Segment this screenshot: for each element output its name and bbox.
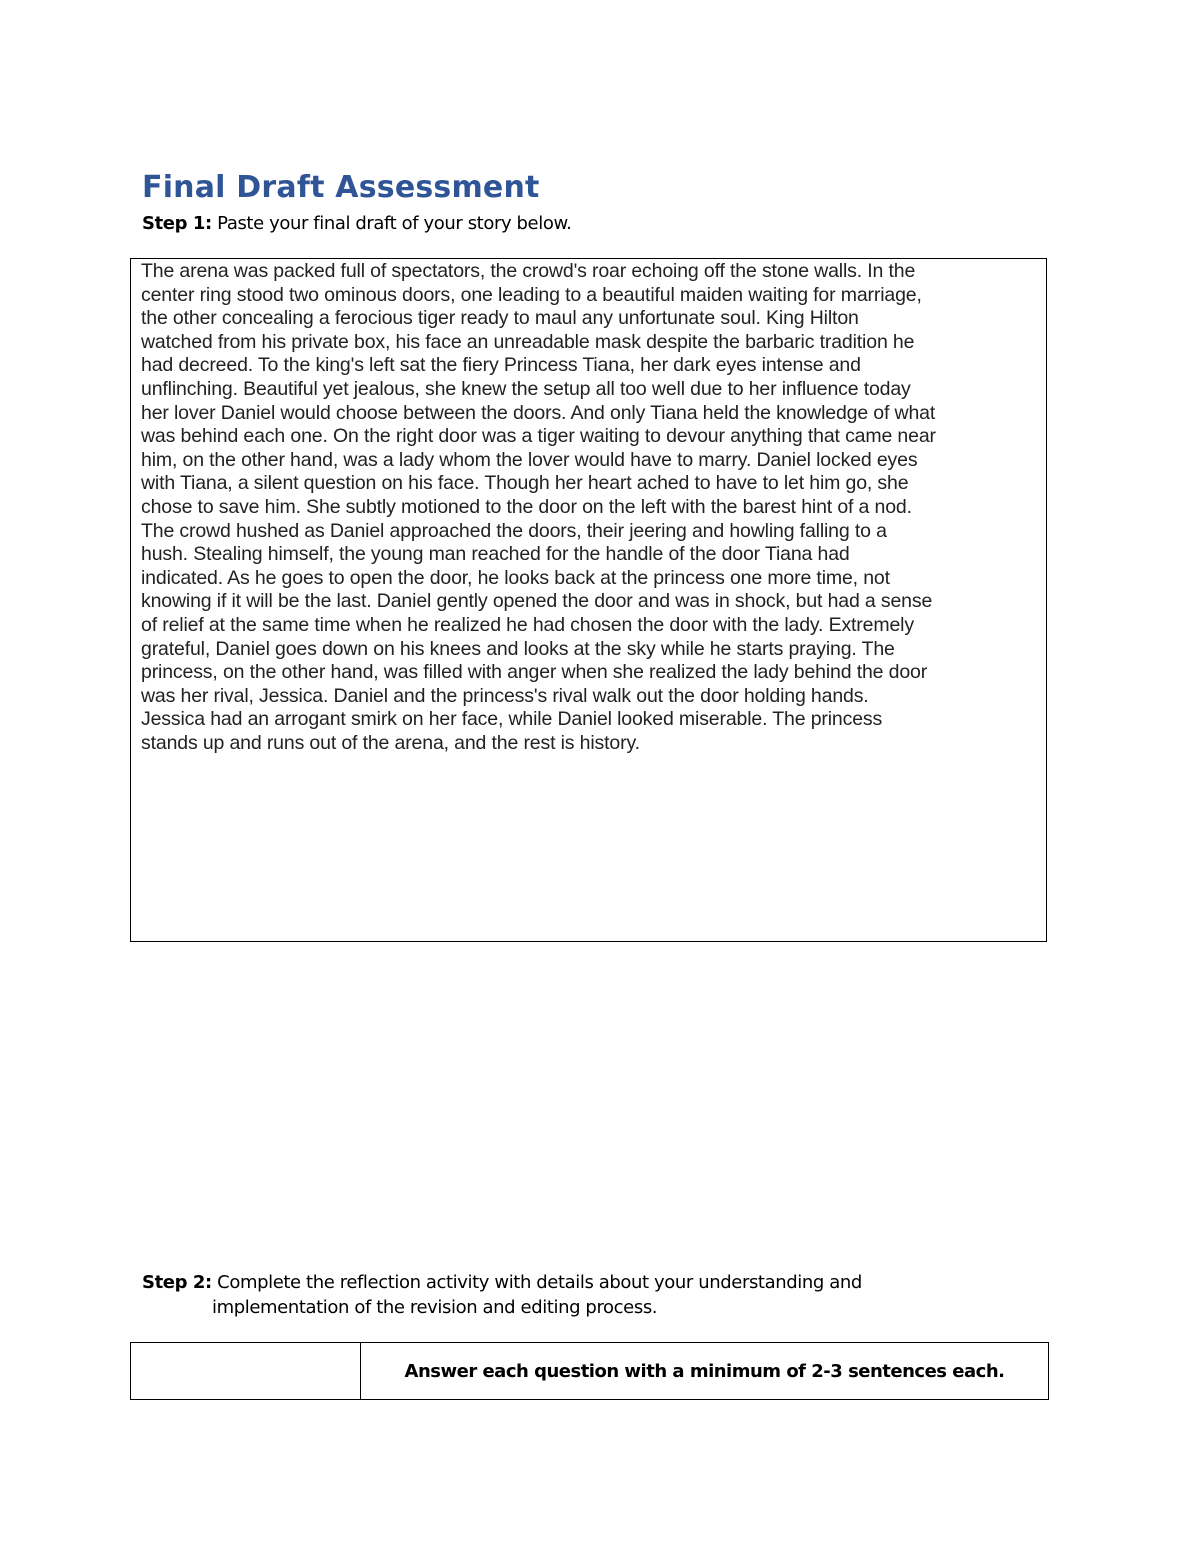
story-line: unflinching. Beautiful yet jealous, she knew the setup all too well due to her influence today <box>141 377 911 400</box>
story-line: grateful, Daniel goes down on his knees and looks at the sky while he starts praying. The <box>141 637 895 660</box>
page-title: Final Draft Assessment <box>142 170 540 205</box>
step1-label: Step 1: <box>142 213 212 234</box>
story-line: center ring stood two ominous doors, one leading to a beautiful maiden waiting for marriage, <box>141 283 922 306</box>
story-line: The arena was packed full of spectators, the crowd's roar echoing off the stone walls. In the <box>141 260 916 282</box>
story-line: her lover Daniel would choose between the doors. And only Tiana held the knowledge of what <box>141 401 936 424</box>
story-line: had decreed. To the king's left sat the fiery Princess Tiana, her dark eyes intense and <box>141 354 861 377</box>
step2-label: Step 2: <box>142 1272 212 1293</box>
story-line: Jessica had an arrogant smirk on her face, while Daniel looked miserable. The princess <box>141 708 883 731</box>
step1-instruction <box>142 211 571 236</box>
step2-line2: implementation of the revision and editing process. <box>212 1297 658 1318</box>
story-line: was behind each one. On the right door was a tiger waiting to devour anything that came near <box>141 425 936 448</box>
story-line: of relief at the same time when he realized he had chosen the door with the lady. Extremely <box>141 613 914 636</box>
story-line: him, on the other hand, was a lady whom the lover would have to marry. Daniel locked eyes <box>141 448 918 471</box>
story-line: indicated. As he goes to open the door, he looks back at the princess one more time, not <box>141 566 890 589</box>
story-line: hush. Stealing himself, the young man reached for the handle of the door Tiana had <box>141 543 850 566</box>
reflection-table-header-left[interactable] <box>131 1343 361 1399</box>
story-line: chose to save him. She subtly motioned to the door on the left with the barest hint of a nod. <box>141 495 912 518</box>
story-line: watched from his private box, his face an unreadable mask despite the barbaric tradition he <box>141 330 915 353</box>
step2-text: Complete the reflection activity with details about your understanding and <box>211 1272 862 1293</box>
reflection-table <box>130 1342 1049 1400</box>
reflection-table-header-right: Answer each question with a minimum of 2-3 sentences each. <box>404 1360 1005 1382</box>
story-textbox[interactable] <box>130 258 1047 942</box>
story-line: with Tiana, a silent question on his face. Though her heart ached to have to let him go, she <box>141 472 909 495</box>
story-line: stands up and runs out of the arena, and the rest is history. <box>141 731 640 754</box>
story-line: The crowd hushed as Daniel approached the doors, their jeering and howling falling to a <box>141 519 887 542</box>
story-text <box>141 260 1036 755</box>
story-line: was her rival, Jessica. Daniel and the princess's rival walk out the door holding hands. <box>141 684 869 707</box>
step2-line1 <box>142 1270 942 1295</box>
step1-text: Paste your final draft of your story below. <box>211 213 572 234</box>
step2-instruction <box>142 1270 942 1320</box>
story-line: the other concealing a ferocious tiger ready to maul any unfortunate soul. King Hilton <box>141 307 859 330</box>
story-line: princess, on the other hand, was filled with anger when she realized the lady behind the door <box>141 661 928 684</box>
story-line: knowing if it will be the last. Daniel gently opened the door and was in shock, but had a sense <box>141 590 933 613</box>
